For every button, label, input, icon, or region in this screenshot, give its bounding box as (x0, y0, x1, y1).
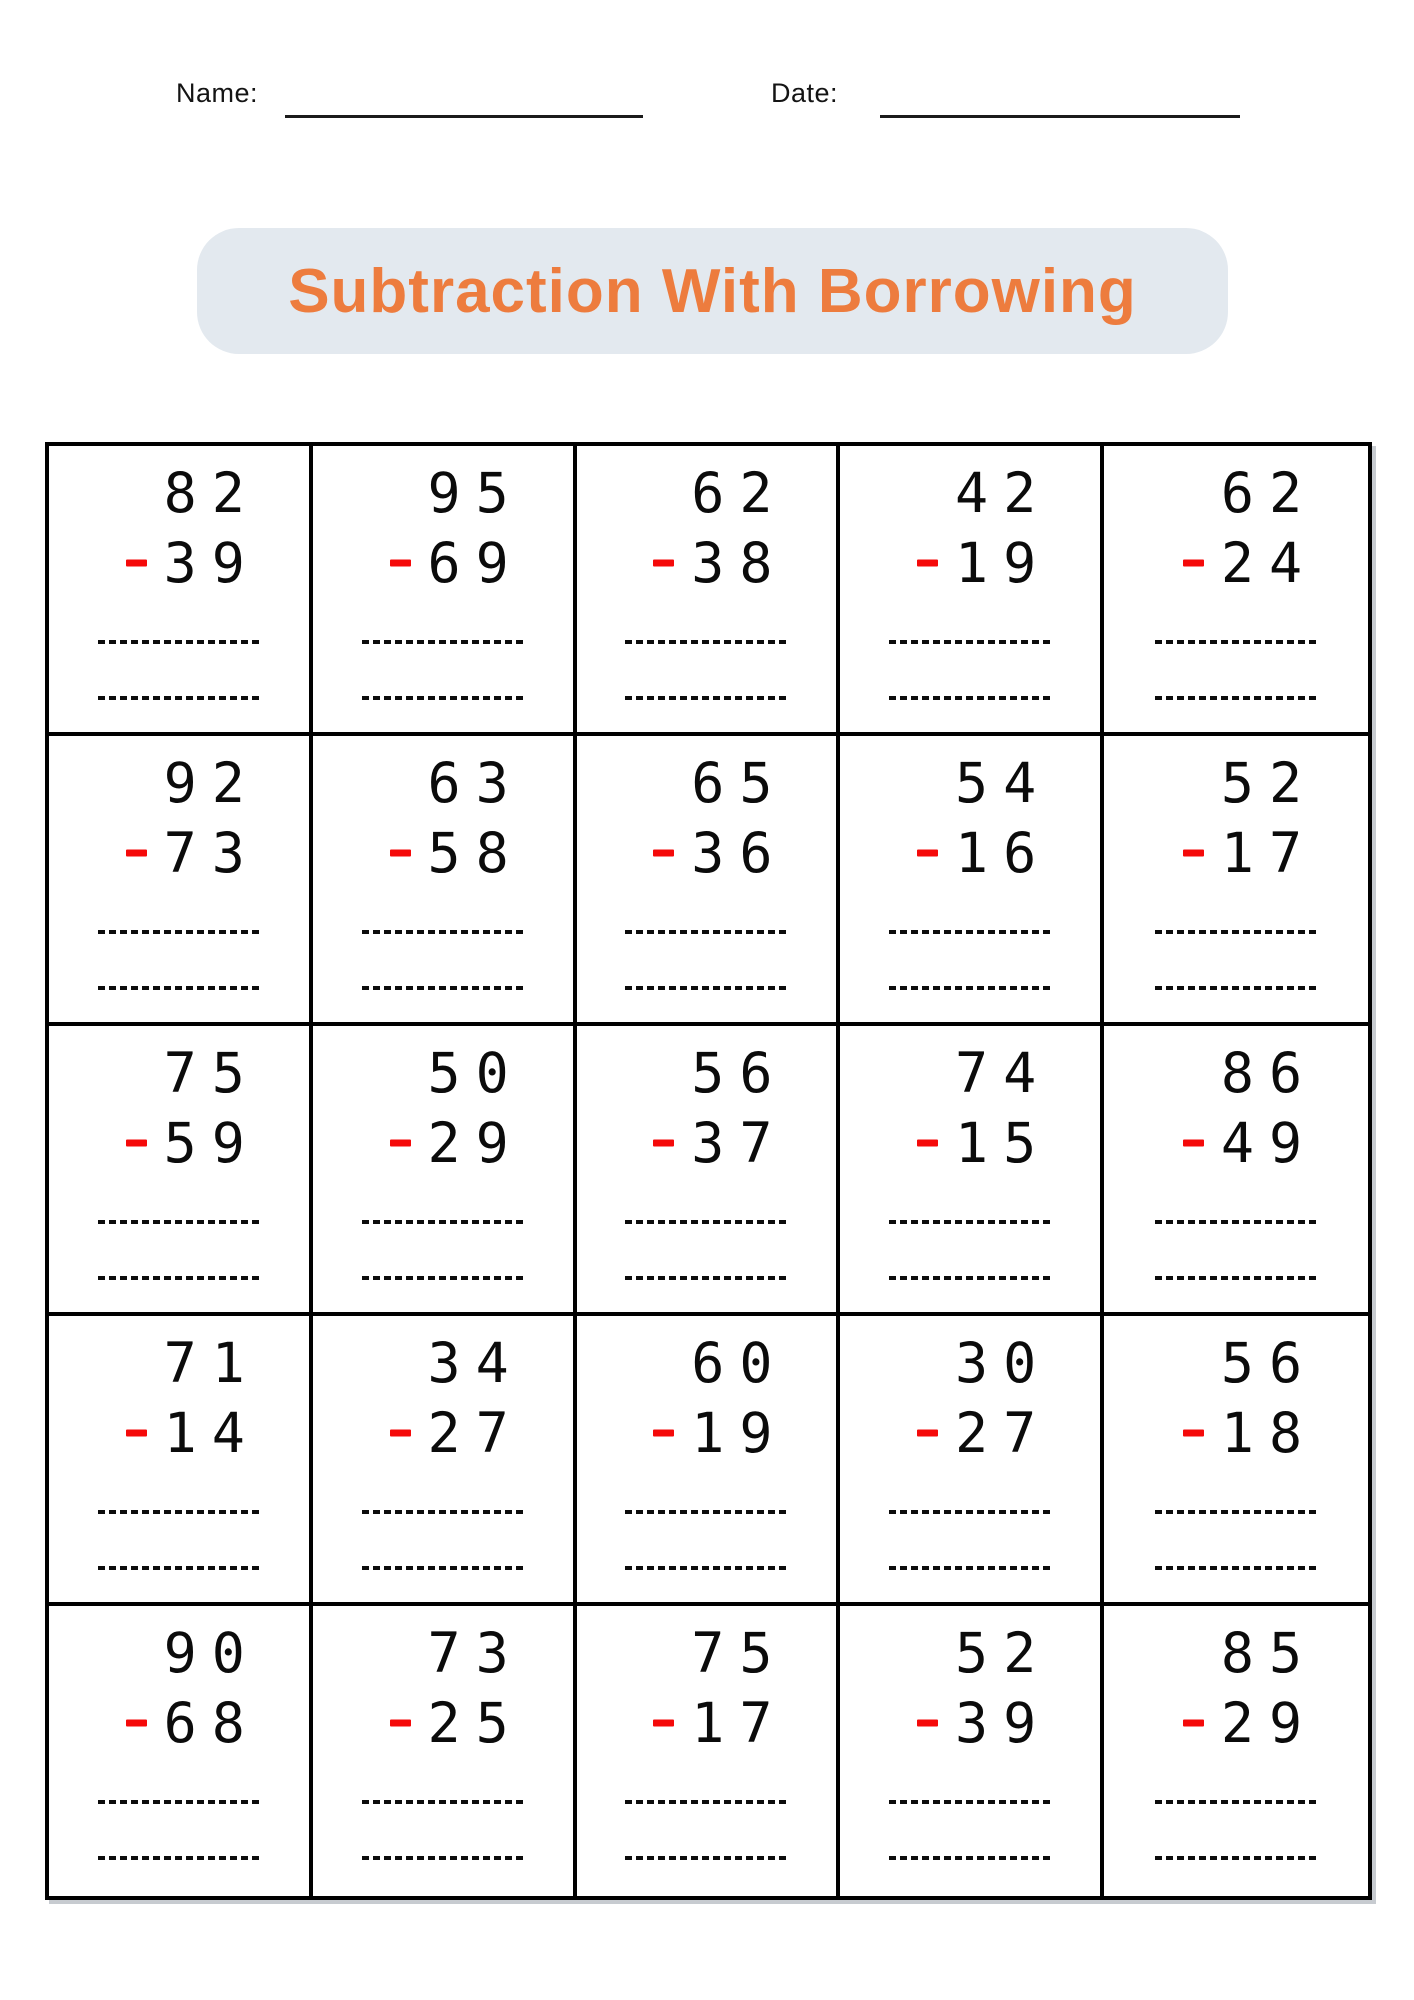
answer-line-2 (362, 696, 524, 700)
subtraction-problem (362, 458, 524, 700)
subtrahend: 68 (163, 1691, 260, 1755)
subtrahend: 69 (427, 531, 524, 595)
minuend: 82 (163, 461, 260, 525)
answer-line-1 (625, 1800, 787, 1804)
answer-line-1 (362, 1800, 524, 1804)
subtrahend: 17 (1220, 821, 1318, 885)
problem-cell (49, 446, 313, 736)
subtraction-problem (98, 1328, 260, 1570)
subtraction-problem (362, 1328, 524, 1570)
answer-line-2 (1155, 696, 1317, 700)
subtrahend-row (625, 528, 787, 598)
answer-line-1 (98, 1220, 260, 1224)
answer-line-2 (625, 986, 787, 990)
minuend: 54 (955, 751, 1052, 815)
subtrahend-row (1155, 1108, 1317, 1178)
subtraction-problem (98, 1618, 260, 1860)
answer-line-1 (1155, 640, 1317, 644)
name-field-line (285, 115, 643, 118)
problem-cell (49, 1316, 313, 1606)
minus-sign-icon (653, 560, 674, 567)
minuend: 63 (427, 751, 524, 815)
problem-cell (577, 1026, 841, 1316)
problem-cell (840, 1606, 1104, 1896)
subtrahend: 39 (955, 1691, 1052, 1755)
subtrahend: 36 (691, 821, 788, 885)
subtraction-problem (889, 458, 1051, 700)
page-title: Subtraction With Borrowing (288, 256, 1137, 326)
problem-cell (577, 736, 841, 1026)
minuend: 75 (691, 1621, 788, 1685)
minuend: 65 (691, 751, 788, 815)
answer-line-2 (889, 1856, 1051, 1860)
answer-line-1 (98, 640, 260, 644)
answer-line-2 (98, 986, 260, 990)
answer-line-1 (98, 1800, 260, 1804)
subtrahend-row (98, 1108, 260, 1178)
minuend: 86 (1220, 1041, 1318, 1105)
minuend: 62 (691, 461, 788, 525)
answer-line-2 (625, 696, 787, 700)
subtrahend: 15 (955, 1111, 1052, 1175)
subtrahend: 29 (1220, 1691, 1318, 1755)
minuend: 85 (1220, 1621, 1318, 1685)
date-label: Date: (771, 78, 839, 108)
subtrahend: 38 (691, 531, 788, 595)
minus-sign-icon (653, 1720, 674, 1727)
minus-sign-icon (917, 850, 938, 857)
minus-sign-icon (653, 850, 674, 857)
answer-line-1 (1155, 930, 1317, 934)
subtraction-problem (362, 1038, 524, 1280)
subtrahend: 25 (427, 1691, 524, 1755)
subtrahend: 18 (1220, 1401, 1318, 1465)
subtrahend-row (889, 528, 1051, 598)
subtrahend: 39 (163, 531, 260, 595)
minus-sign-icon (390, 1430, 411, 1437)
minus-sign-icon (390, 560, 411, 567)
answer-line-2 (362, 986, 524, 990)
subtrahend-row (889, 1688, 1051, 1758)
answer-line-2 (625, 1566, 787, 1570)
minuend: 56 (691, 1041, 788, 1105)
problem-cell (840, 446, 1104, 736)
minuend: 52 (1220, 751, 1318, 815)
minuend: 75 (163, 1041, 260, 1105)
subtrahend-row (98, 528, 260, 598)
minus-sign-icon (1183, 1140, 1204, 1147)
subtrahend-row (625, 1108, 787, 1178)
minuend: 42 (955, 461, 1052, 525)
problem-cell (313, 1606, 577, 1896)
minus-sign-icon (917, 1430, 938, 1437)
minus-sign-icon (126, 850, 147, 857)
answer-line-2 (98, 1276, 260, 1280)
minus-sign-icon (653, 1430, 674, 1437)
subtrahend: 19 (691, 1401, 788, 1465)
subtrahend-row (98, 818, 260, 888)
minuend: 90 (163, 1621, 260, 1685)
subtrahend-row (362, 1398, 524, 1468)
subtraction-problem (889, 1328, 1051, 1570)
minus-sign-icon (390, 850, 411, 857)
minuend: 34 (427, 1331, 524, 1395)
subtraction-problem (1155, 748, 1317, 990)
subtrahend: 29 (427, 1111, 524, 1175)
subtrahend-row (625, 1688, 787, 1758)
answer-line-1 (625, 640, 787, 644)
subtraction-problem (625, 1328, 787, 1570)
minuend: 52 (955, 1621, 1052, 1685)
answer-line-1 (1155, 1800, 1317, 1804)
problem-cell (49, 1606, 313, 1896)
answer-line-1 (625, 1220, 787, 1224)
problem-cell (313, 446, 577, 736)
problem-cell (313, 736, 577, 1026)
title-banner (197, 228, 1228, 354)
problem-cell (840, 1316, 1104, 1606)
subtrahend-row (889, 1398, 1051, 1468)
answer-line-2 (362, 1276, 524, 1280)
subtrahend-row (889, 818, 1051, 888)
subtraction-problem (98, 458, 260, 700)
minus-sign-icon (1183, 1720, 1204, 1727)
minus-sign-icon (390, 1140, 411, 1147)
minus-sign-icon (1183, 560, 1204, 567)
problem-cell (49, 736, 313, 1026)
subtrahend-row (1155, 818, 1317, 888)
subtraction-problem (362, 748, 524, 990)
minuend: 92 (163, 751, 260, 815)
answer-line-1 (625, 930, 787, 934)
minuend: 56 (1220, 1331, 1318, 1395)
minus-sign-icon (917, 1140, 938, 1147)
subtraction-problem (889, 748, 1051, 990)
subtrahend-row (362, 1108, 524, 1178)
answer-line-1 (889, 1220, 1051, 1224)
answer-line-1 (889, 640, 1051, 644)
subtrahend-row (889, 1108, 1051, 1178)
answer-line-2 (362, 1856, 524, 1860)
minuend: 71 (163, 1331, 260, 1395)
minuend: 30 (955, 1331, 1052, 1395)
subtraction-problem (98, 1038, 260, 1280)
problem-cell (577, 1316, 841, 1606)
subtrahend: 24 (1220, 531, 1318, 595)
subtrahend-row (1155, 1688, 1317, 1758)
problem-cell (1104, 736, 1368, 1026)
subtraction-problem (362, 1618, 524, 1860)
subtraction-problem (1155, 1038, 1317, 1280)
answer-line-1 (625, 1510, 787, 1514)
answer-line-2 (625, 1276, 787, 1280)
answer-line-1 (98, 930, 260, 934)
subtrahend-row (98, 1688, 260, 1758)
subtrahend: 27 (427, 1401, 524, 1465)
answer-line-1 (362, 1220, 524, 1224)
minuend: 73 (427, 1621, 524, 1685)
minus-sign-icon (1183, 850, 1204, 857)
answer-line-1 (889, 930, 1051, 934)
problem-cell (313, 1316, 577, 1606)
problem-cell (1104, 1316, 1368, 1606)
problem-cell (1104, 446, 1368, 736)
minus-sign-icon (390, 1720, 411, 1727)
answer-line-2 (98, 696, 260, 700)
answer-line-1 (1155, 1220, 1317, 1224)
minus-sign-icon (126, 1430, 147, 1437)
answer-line-1 (362, 640, 524, 644)
problem-cell (840, 1026, 1104, 1316)
subtrahend: 58 (427, 821, 524, 885)
subtraction-problem (1155, 1618, 1317, 1860)
answer-line-2 (1155, 986, 1317, 990)
subtrahend-row (362, 818, 524, 888)
minuend: 74 (955, 1041, 1052, 1105)
answer-line-2 (98, 1566, 260, 1570)
answer-line-2 (98, 1856, 260, 1860)
minuend: 50 (427, 1041, 524, 1105)
minuend: 60 (691, 1331, 788, 1395)
minus-sign-icon (653, 1140, 674, 1147)
subtrahend: 59 (163, 1111, 260, 1175)
answer-line-1 (889, 1800, 1051, 1804)
subtrahend-row (625, 818, 787, 888)
answer-line-2 (625, 1856, 787, 1860)
answer-line-2 (889, 986, 1051, 990)
problem-cell (1104, 1026, 1368, 1316)
minuend: 62 (1220, 461, 1318, 525)
subtraction-problem (625, 1618, 787, 1860)
subtraction-problem (98, 748, 260, 990)
answer-line-1 (362, 930, 524, 934)
subtraction-problem (889, 1038, 1051, 1280)
problem-cell (577, 446, 841, 736)
subtraction-problem (625, 1038, 787, 1280)
subtraction-problem (625, 748, 787, 990)
subtrahend: 16 (955, 821, 1052, 885)
minus-sign-icon (126, 1140, 147, 1147)
answer-line-2 (889, 1276, 1051, 1280)
date-field-line (880, 115, 1240, 118)
subtrahend-row (98, 1398, 260, 1468)
subtrahend-row (1155, 1398, 1317, 1468)
answer-line-2 (1155, 1566, 1317, 1570)
subtrahend: 73 (163, 821, 260, 885)
problem-cell (313, 1026, 577, 1316)
subtrahend: 37 (691, 1111, 788, 1175)
subtrahend-row (362, 1688, 524, 1758)
subtraction-problem (625, 458, 787, 700)
answer-line-2 (1155, 1276, 1317, 1280)
subtrahend: 49 (1220, 1111, 1318, 1175)
minuend: 95 (427, 461, 524, 525)
subtrahend-row (1155, 528, 1317, 598)
subtraction-problem (1155, 1328, 1317, 1570)
minus-sign-icon (126, 560, 147, 567)
subtrahend-row (362, 528, 524, 598)
problem-cell (1104, 1606, 1368, 1896)
minus-sign-icon (917, 1720, 938, 1727)
answer-line-1 (362, 1510, 524, 1514)
worksheet-grid (45, 442, 1372, 1900)
answer-line-2 (889, 696, 1051, 700)
subtrahend: 17 (691, 1691, 788, 1755)
answer-line-2 (1155, 1856, 1317, 1860)
problem-cell (49, 1026, 313, 1316)
subtrahend: 14 (163, 1401, 260, 1465)
answer-line-2 (889, 1566, 1051, 1570)
minus-sign-icon (1183, 1430, 1204, 1437)
answer-line-1 (889, 1510, 1051, 1514)
subtrahend: 27 (955, 1401, 1052, 1465)
answer-line-2 (362, 1566, 524, 1570)
problem-cell (577, 1606, 841, 1896)
subtrahend: 19 (955, 531, 1052, 595)
subtrahend-row (625, 1398, 787, 1468)
problem-cell (840, 736, 1104, 1026)
answer-line-1 (98, 1510, 260, 1514)
name-label: Name: (176, 78, 259, 108)
minus-sign-icon (917, 560, 938, 567)
subtraction-problem (1155, 458, 1317, 700)
minus-sign-icon (126, 1720, 147, 1727)
subtraction-problem (889, 1618, 1051, 1860)
answer-line-1 (1155, 1510, 1317, 1514)
